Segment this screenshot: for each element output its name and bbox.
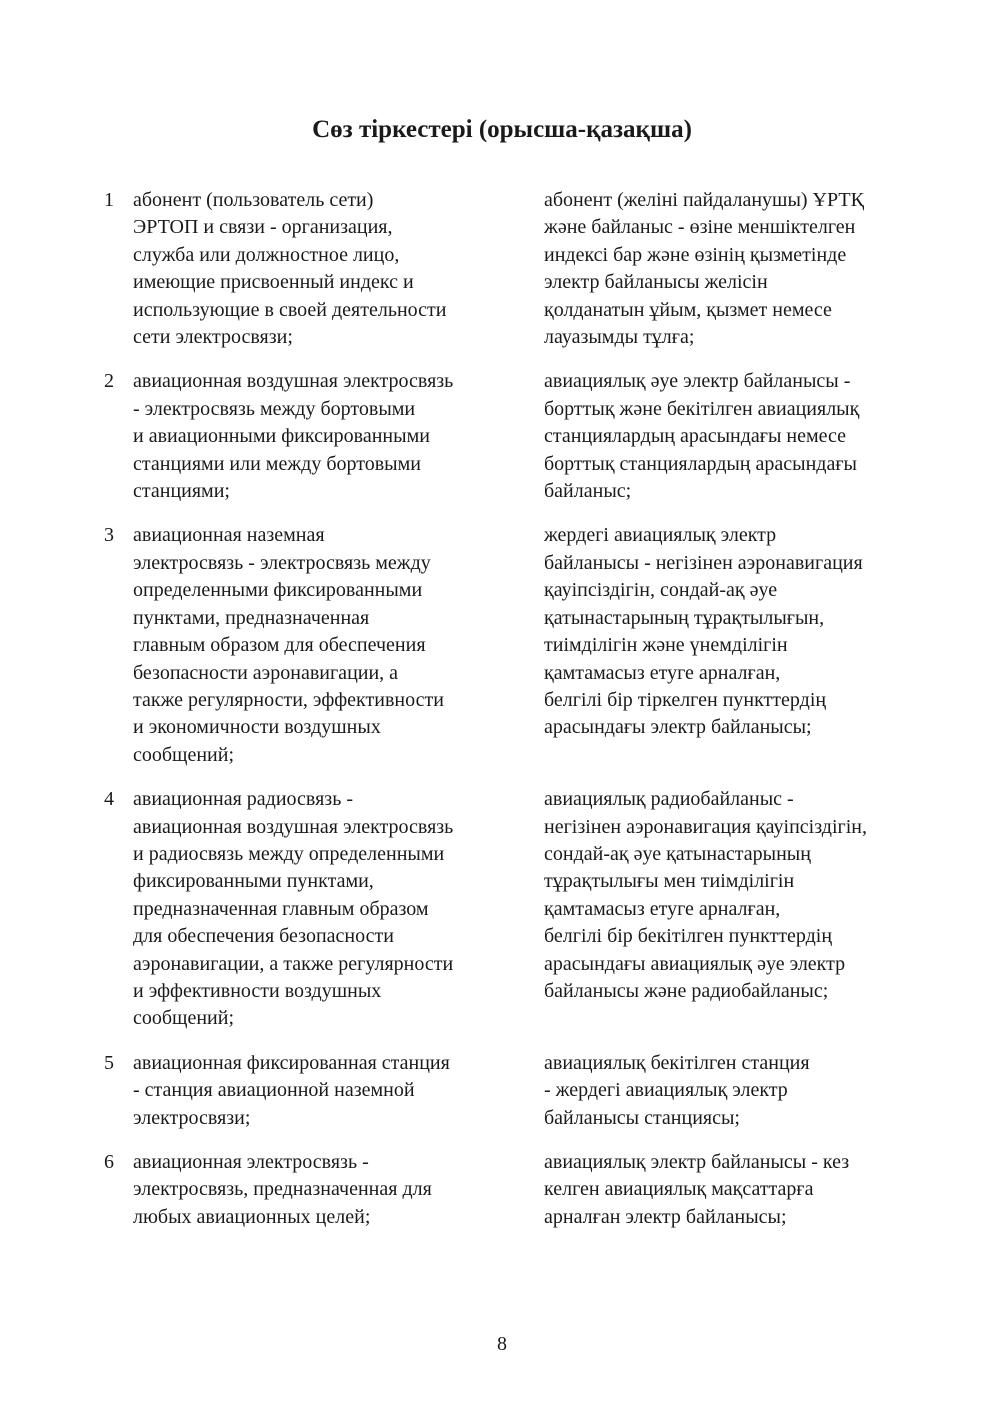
kazakh-text-line: авиациялық бекітілген станция [544,1051,810,1074]
russian-text-line: абонент (пользователь сети) [133,189,374,211]
kazakh-text-line: арналған электр байланысы; [544,1205,787,1228]
russian-text-line: для обеспечения безопасности [133,925,394,948]
russian-text-line: авиационная электросвязь - [133,1151,369,1173]
russian-text-line: и экономичности воздушных [133,716,381,739]
glossary-entry [0,1050,1004,1132]
russian-text-line: аэронавигации, а также регулярности [133,952,454,975]
russian-text-line: использующие в своей деятельности [133,298,447,321]
kazakh-text-line: борттық станциялардың арасындағы [544,452,857,475]
entry-kazakh-text [544,187,964,351]
kazakh-text-line: қолданатын ұйым, қызмет немесе [544,298,832,321]
russian-text-line: пунктами, предназначенная [133,606,370,629]
glossary-entry [0,368,1004,505]
kazakh-text-line: жердегі авиациялық электр [544,524,777,547]
kazakh-text-line: байланысы және радиобайланыс; [544,979,829,1002]
kazakh-text-line: электр байланысы желісін [544,271,768,294]
kazakh-text-line: - жердегі авиациялық электр [544,1079,788,1102]
russian-text-line: любых авиационных целей; [133,1205,371,1228]
entry-number: 5 [104,1051,114,1074]
russian-text-line: авиационная воздушная электросвязь [133,370,454,393]
russian-text-line: ЭРТОП и связи - организация, [133,216,393,239]
glossary-entries [0,187,1004,1248]
russian-text-line: имеющие присвоенный индекс и [133,271,414,294]
kazakh-text-line: авиациялық радиобайланыс - [544,788,794,811]
russian-text-line: электросвязь, предназначенная для [133,1178,432,1201]
russian-text-line: также регулярности, эффективности [133,688,444,711]
entry-kazakh-text [544,786,964,1005]
kazakh-text-line: қамтамасыз етуге арналған, [544,897,781,920]
kazakh-text-line: және байланыс - өзіне меншіктелген [544,216,856,239]
kazakh-text-line: борттық және бекітілген авиациялық [544,397,860,420]
entry-number: 3 [104,524,114,547]
kazakh-text-line: келген авиациялық мақсаттарға [544,1178,814,1201]
kazakh-text-line: авиациялық әуе электр байланысы - [544,370,851,393]
russian-text-line: электросвязь - электросвязь между [133,551,431,574]
kazakh-text-line: лауазымды тұлға; [544,326,695,349]
glossary-entry [0,187,1004,351]
russian-text-line: станциями; [133,480,230,503]
russian-text-line: сообщений; [133,743,234,766]
russian-text-line: определенными фиксированными [133,579,423,602]
kazakh-text-line: арасындағы электр байланысы; [544,716,812,739]
kazakh-text-line: индексі бар және өзінің қызметінде [544,243,847,266]
kazakh-text-line: станциялардың арасындағы немесе [544,425,847,448]
glossary-entry [0,1149,1004,1231]
kazakh-text-line: тиімділігін және үнемділігін [544,634,788,657]
entry-number: 1 [104,189,114,211]
kazakh-text-line: байланыс; [544,480,632,503]
russian-text-line: сообщений; [133,1007,234,1030]
kazakh-text-line: негізінен аэронавигация қауіпсіздігін, [544,815,867,838]
kazakh-text-line: байланысы станциясы; [544,1106,740,1129]
entry-kazakh-text [544,1050,964,1132]
entry-russian-text [133,786,513,1033]
entry-russian-text [133,1149,513,1231]
entry-kazakh-text [544,522,964,741]
kazakh-text-line: қауіпсіздігін, сондай-ақ әуе [544,579,778,602]
entry-number: 4 [104,788,114,811]
russian-text-line: предназначенная главным образом [133,897,429,920]
kazakh-text-line: белгілі бір тіркелген пункттердің [544,688,827,711]
entry-number: 6 [104,1151,114,1173]
russian-text-line: главным образом для обеспечения [133,634,426,657]
kazakh-text-line: қатынастарының тұрақтылығын, [544,606,825,629]
kazakh-text-line: арасындағы авиациялық әуе электр [544,952,846,975]
russian-text-line: фиксированными пунктами, [133,870,374,893]
glossary-entry [0,786,1004,1033]
kazakh-text-line: байланысы - негізінен аэронавигация [544,551,863,574]
russian-text-line: станциями или между бортовыми [133,452,421,475]
russian-text-line: авиационная наземная [133,524,325,547]
entry-kazakh-text [544,1149,964,1231]
kazakh-text-line: абонент (желіні пайдаланушы) ҰРТҚ [544,189,864,211]
glossary-entry [0,522,1004,769]
kazakh-text-line: қамтамасыз етуге арналған, [544,661,781,684]
russian-text-line: авиационная воздушная электросвязь [133,815,454,838]
russian-text-line: - станция авиационной наземной [133,1079,415,1102]
entry-kazakh-text [544,368,964,505]
russian-text-line: сети электросвязи; [133,326,293,349]
russian-text-line: - электросвязь между бортовыми [133,397,416,420]
kazakh-text-line: авиациялық электр байланысы - кез [544,1151,850,1173]
russian-text-line: служба или должностное лицо, [133,243,400,266]
entry-russian-text [133,1050,513,1132]
russian-text-line: и авиационными фиксированными [133,425,430,448]
kazakh-text-line: белгілі бір бекітілген пункттердің [544,925,833,948]
kazakh-text-line: сондай-ақ әуе қатынастарының [544,842,811,865]
entry-russian-text [133,522,513,769]
entry-russian-text [133,187,513,351]
kazakh-text-line: тұрақтылығы мен тиімділігін [544,870,795,893]
russian-text-line: авиационная радиосвязь - [133,788,353,811]
page-number: 8 [497,1333,507,1355]
entry-russian-text [133,368,513,505]
entry-number: 2 [104,370,114,393]
russian-text-line: и эффективности воздушных [133,979,382,1002]
russian-text-line: безопасности аэронавигации, а [133,661,399,684]
russian-text-line: авиационная фиксированная станция [133,1051,450,1074]
russian-text-line: и радиосвязь между определенными [133,842,445,865]
page-title: Сөз тіркестері (орысша-қазақша) [312,116,692,143]
russian-text-line: электросвязи; [133,1106,251,1129]
